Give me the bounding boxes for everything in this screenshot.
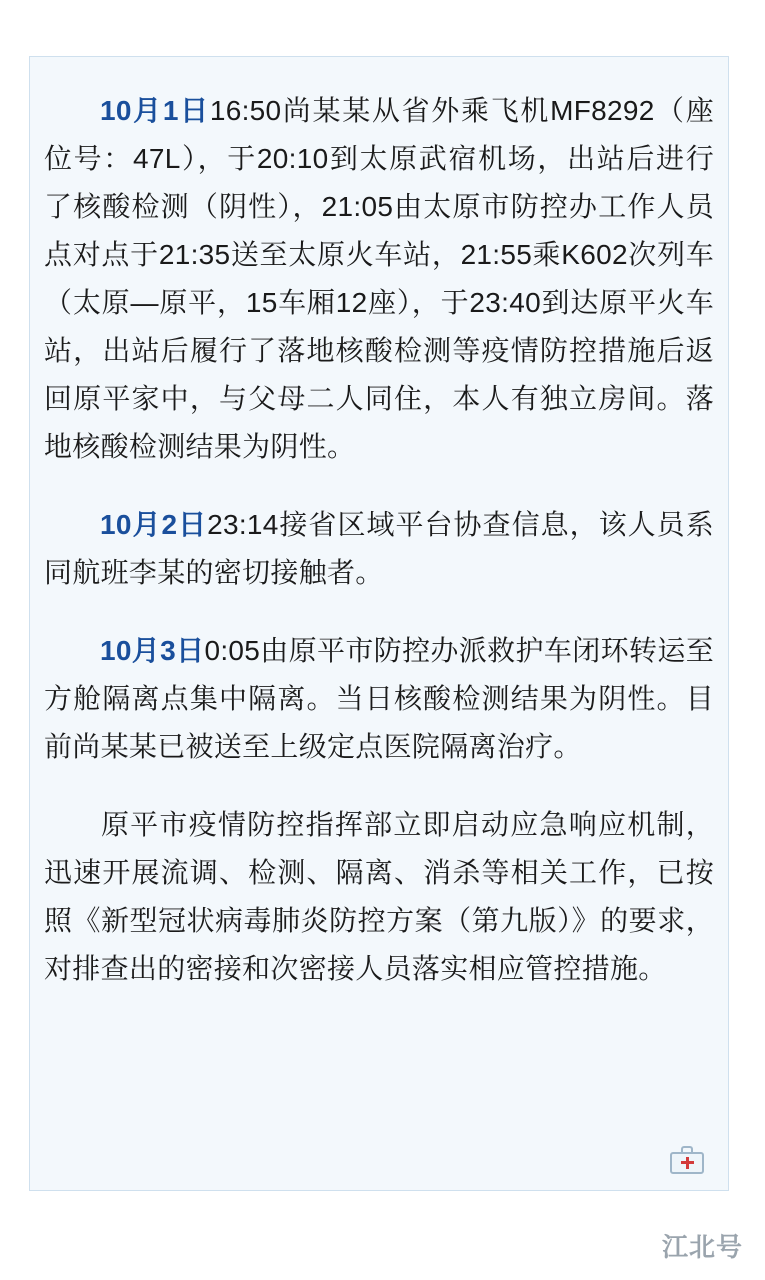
paragraph-text-4: 原平市疫情防控指挥部立即启动应急响应机制，迅速开展流调、检测、隔离、消杀等相关工作，已按照《新型冠状病毒肺炎防控方案（第九版）》的要求，对排查出的密接和次密接人员落实相应管控措施。 (44, 809, 714, 984)
paragraph-text-2: 23:14接省区域平台协查信息，该人员系同航班李某的密切接触者。 (44, 509, 714, 588)
paragraph-1 (44, 87, 714, 471)
paragraph-text-1: 16:50尚某某从省外乘飞机MF8292（座位号：47L），于20:10到太原武宿机场，出站后进行了核酸检测（阴性），21:05由太原市防控办工作人员点对点于21:35送至太原火车站，21:55乘K602次列车（太原—原平，15车厢12座），于23:40到达原平火车站，出站后履行了落地核酸检测等疫情防控措施后返回原平家中，与父母二人同住，本人有独立房间。落地核酸检测结果为阴性。 (44, 95, 715, 462)
notice-card (29, 56, 729, 1191)
medical-kit-icon (670, 1146, 704, 1174)
paragraph-2 (44, 501, 714, 597)
medical-kit-handle (681, 1146, 693, 1153)
paragraph-4 (44, 801, 714, 993)
medical-cross-horizontal (681, 1161, 694, 1164)
date-highlight-3: 10月3日 (100, 635, 205, 666)
date-highlight-1: 10月1日 (100, 95, 210, 126)
notice-body (44, 87, 714, 1180)
watermark: 江北号 (661, 1232, 743, 1262)
paragraph-text-3: 0:05由原平市防控办派救护车闭环转运至方舱隔离点集中隔离。当日核酸检测结果为阴性。目前尚某某已被送至上级定点医院隔离治疗。 (44, 635, 715, 762)
paragraph-3 (44, 627, 714, 771)
date-highlight-2: 10月2日 (100, 509, 208, 540)
